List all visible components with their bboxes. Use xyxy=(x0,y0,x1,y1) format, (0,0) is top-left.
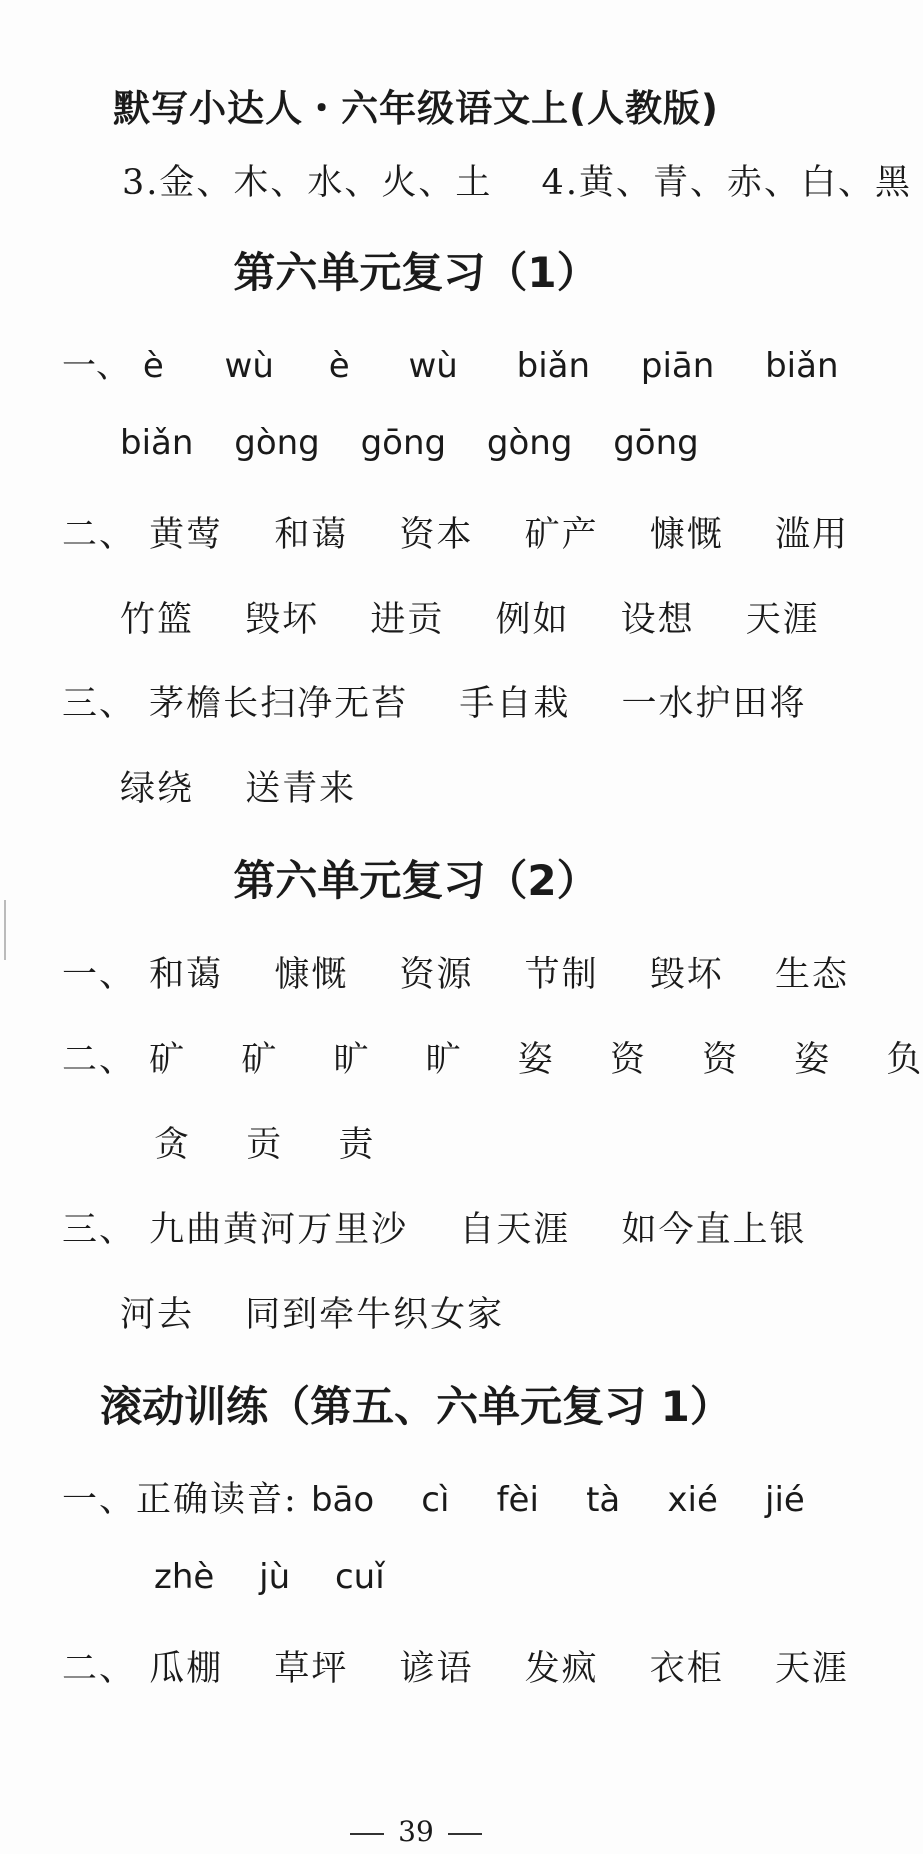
char-answer: 资 xyxy=(609,1040,647,1080)
section-title-unit6-review-2: 第六单元复习（2） xyxy=(233,856,599,905)
char-answer: 贡 xyxy=(246,1125,284,1165)
word-answer: 资源 xyxy=(399,955,474,995)
question-label: 三、 xyxy=(62,684,137,724)
sec1-q2-line1 xyxy=(62,507,849,557)
poem-answer: 绿绕 xyxy=(120,769,195,809)
word-answer: 进贡 xyxy=(370,600,445,640)
footer-dash-left xyxy=(350,1833,384,1835)
word-answer: 生态 xyxy=(774,955,849,995)
word-answer: 资本 xyxy=(399,515,474,555)
word-answer: 天涯 xyxy=(745,600,820,640)
pinyin-answer: gòng xyxy=(486,423,573,463)
poem-answer: 一水护田将 xyxy=(621,684,807,724)
sec2-q3-line2 xyxy=(120,1287,504,1337)
pinyin-answer: biǎn xyxy=(516,346,591,386)
char-answer: 负 xyxy=(886,1040,923,1080)
char-answer: 矿 xyxy=(149,1040,187,1080)
char-answer: 资 xyxy=(702,1040,740,1080)
poem-answer: 送青来 xyxy=(245,769,357,809)
question-label: 一、正确读音: xyxy=(62,1480,298,1520)
question-label: 一、 xyxy=(62,346,130,386)
pinyin-answer: jié xyxy=(765,1480,805,1520)
char-answer: 旷 xyxy=(425,1040,463,1080)
pinyin-answer: gōng xyxy=(360,423,447,463)
pinyin-answer: è xyxy=(328,346,350,386)
pinyin-answer: fèi xyxy=(496,1480,539,1520)
pinyin-answer: biǎn xyxy=(120,423,194,463)
pinyin-answer: gòng xyxy=(234,423,320,463)
sec3-q1-line2 xyxy=(154,1557,385,1597)
word-answer: 草坪 xyxy=(274,1649,349,1689)
word-answer: 矿产 xyxy=(524,515,599,555)
pinyin-answer: zhè xyxy=(154,1557,215,1597)
sec1-q1-line1 xyxy=(62,338,839,387)
question-label: 三、 xyxy=(62,1210,137,1250)
sec1-q1-line2 xyxy=(120,423,699,463)
word-answer: 和蔼 xyxy=(149,955,224,995)
footer-dash-right xyxy=(448,1833,482,1835)
prev-answer-4: 4.黄、青、赤、白、黑 xyxy=(541,163,912,203)
pinyin-answer: jù xyxy=(259,1557,291,1597)
word-answer: 慷慨 xyxy=(274,955,349,995)
question-label: 一、 xyxy=(62,955,137,995)
word-answer: 和蔼 xyxy=(274,515,349,555)
sec2-q2-line1 xyxy=(62,1032,923,1082)
poem-answer: 茅檐长扫净无苔 xyxy=(149,684,409,724)
poem-answer: 如今直上银 xyxy=(621,1210,807,1250)
pinyin-answer: wù xyxy=(224,346,274,386)
poem-answer: 自天涯 xyxy=(459,1210,571,1250)
word-answer: 例如 xyxy=(495,600,570,640)
pinyin-answer: piān xyxy=(640,346,715,386)
section-title-unit6-review-1: 第六单元复习（1） xyxy=(233,248,599,297)
pinyin-answer: tà xyxy=(586,1480,621,1520)
word-answer: 毁坏 xyxy=(649,955,724,995)
word-answer: 天涯 xyxy=(774,1649,849,1689)
question-label: 二、 xyxy=(62,1040,137,1080)
pinyin-answer: xié xyxy=(667,1480,718,1520)
page-header: 默写小达人・六年级语文上(人教版) xyxy=(113,87,719,130)
sec1-q2-line2 xyxy=(120,592,820,642)
sec1-q3-line1 xyxy=(62,676,806,726)
word-answer: 发疯 xyxy=(524,1649,599,1689)
word-answer: 节制 xyxy=(524,955,599,995)
page-footer xyxy=(0,1815,832,1848)
question-label: 二、 xyxy=(62,1649,137,1689)
prev-answers-line xyxy=(122,155,912,205)
page-number: 39 xyxy=(398,1815,434,1848)
word-answer: 谚语 xyxy=(399,1649,474,1689)
sec1-q3-line2 xyxy=(120,761,356,811)
poem-answer: 同到牵牛织女家 xyxy=(245,1295,505,1335)
word-answer: 衣柜 xyxy=(649,1649,724,1689)
poem-answer: 河去 xyxy=(120,1295,195,1335)
char-answer: 责 xyxy=(338,1125,376,1165)
pinyin-answer: gōng xyxy=(613,423,699,463)
word-answer: 设想 xyxy=(620,600,695,640)
pinyin-answer: cì xyxy=(421,1480,450,1520)
pinyin-answer: wù xyxy=(408,346,458,386)
pinyin-answer: bāo xyxy=(310,1480,375,1520)
pinyin-answer: cuǐ xyxy=(334,1557,385,1597)
sec2-q1-line1 xyxy=(62,947,849,997)
word-answer: 毁坏 xyxy=(245,600,320,640)
sec3-q1-line1 xyxy=(62,1472,805,1522)
word-answer: 黄莺 xyxy=(149,515,224,555)
word-answer: 竹篮 xyxy=(120,600,195,640)
char-answer: 姿 xyxy=(794,1040,832,1080)
scan-edge-mark xyxy=(4,900,6,960)
sec2-q3-line1 xyxy=(62,1202,806,1252)
sec2-q2-line2 xyxy=(154,1117,375,1167)
poem-answer: 手自栽 xyxy=(459,684,571,724)
word-answer: 滥用 xyxy=(774,515,849,555)
pinyin-answer: biǎn xyxy=(765,346,839,386)
word-answer: 慷慨 xyxy=(649,515,724,555)
prev-answer-3: 3.金、木、水、火、土 xyxy=(122,163,493,203)
sec3-q2-line1 xyxy=(62,1641,849,1691)
char-answer: 贪 xyxy=(154,1125,192,1165)
char-answer: 姿 xyxy=(517,1040,555,1080)
word-answer: 瓜棚 xyxy=(149,1649,224,1689)
pinyin-answer: è xyxy=(142,346,164,386)
section-title-rolling-training: 滚动训练（第五、六单元复习 1） xyxy=(100,1382,732,1431)
char-answer: 矿 xyxy=(241,1040,279,1080)
question-label: 二、 xyxy=(62,515,137,555)
poem-answer: 九曲黄河万里沙 xyxy=(149,1210,409,1250)
char-answer: 旷 xyxy=(333,1040,371,1080)
